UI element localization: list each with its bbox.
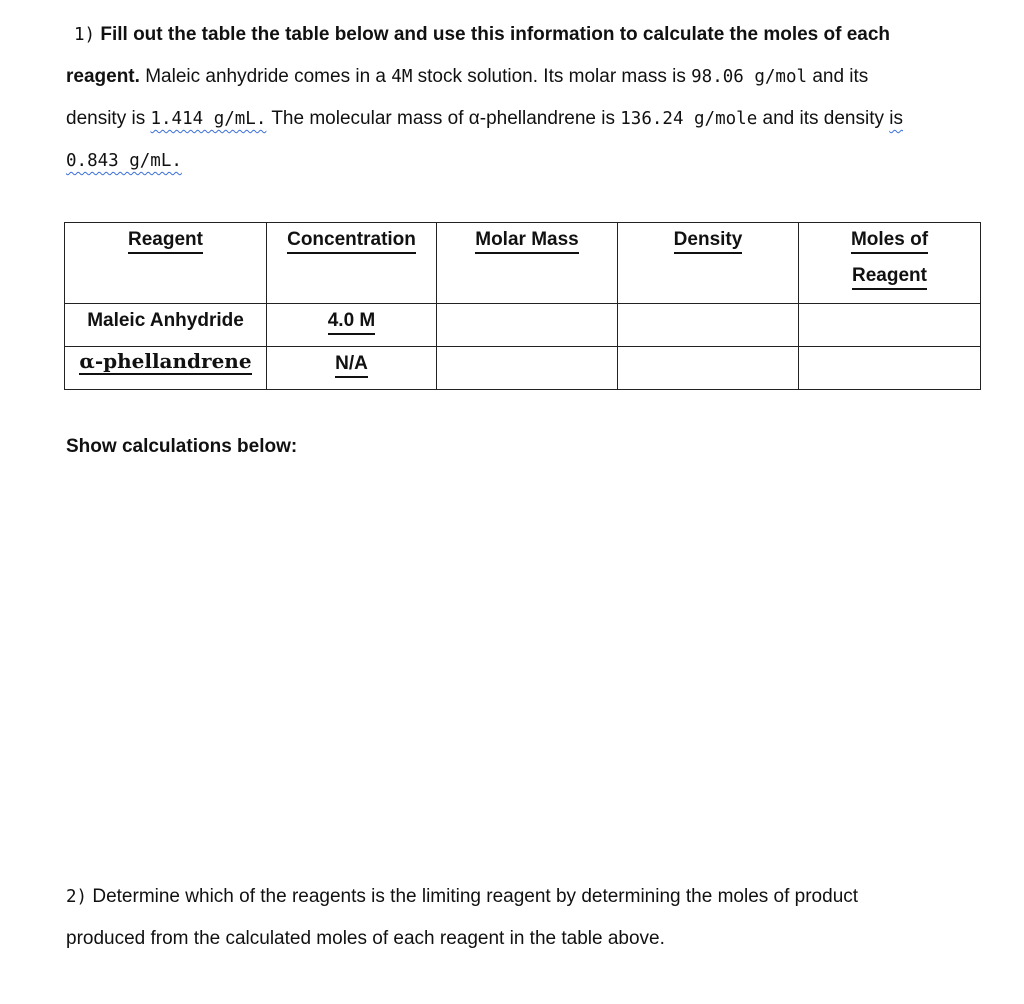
phellandrene-molar-mass: 136.24 g/mole <box>620 109 758 129</box>
header-molar-mass-label: Molar Mass <box>475 229 578 254</box>
header-moles-label-2: Reagent <box>852 265 927 290</box>
question-2-line-1 <box>66 876 966 918</box>
header-molar-mass <box>437 223 618 304</box>
text-fragment: is <box>889 108 903 129</box>
table-row <box>65 304 981 347</box>
text-fragment: stock solution. Its molar mass is <box>417 66 686 87</box>
header-concentration <box>267 223 437 304</box>
cell-reagent <box>65 304 267 347</box>
question-1-line-3 <box>66 98 966 140</box>
reagent-table <box>64 222 981 390</box>
header-concentration-label: Concentration <box>287 229 416 254</box>
question-2-text-cont: produced from the calculated moles of each reagent in the table above. <box>66 928 665 949</box>
concentration-value: 4.0 M <box>328 310 376 335</box>
cell-molar-mass[interactable] <box>437 347 618 390</box>
header-density-label: Density <box>674 229 743 254</box>
cell-molar-mass[interactable] <box>437 304 618 347</box>
question-2-line-2 <box>66 918 966 959</box>
cell-concentration <box>267 347 437 390</box>
reagent-name: Maleic Anhydride <box>87 310 244 331</box>
question-1-number: 1) <box>74 25 96 45</box>
show-calculations-label: Show calculations below: <box>66 436 298 457</box>
maleic-molar-mass: 98.06 g/mol <box>691 67 808 87</box>
question-2 <box>66 876 966 959</box>
header-density <box>618 223 799 304</box>
question-1-instruction: Fill out the table the table below and use this information to calculate the moles of each <box>100 24 891 45</box>
header-reagent-label: Reagent <box>128 229 203 254</box>
question-1-line-4 <box>66 140 966 182</box>
cell-moles[interactable] <box>799 304 981 347</box>
stock-concentration: 4M <box>391 67 413 87</box>
cell-reagent <box>65 347 267 390</box>
question-1-instruction-cont: reagent. <box>66 66 140 87</box>
cell-moles[interactable] <box>799 347 981 390</box>
question-1-line-2 <box>66 56 966 98</box>
question-2-number: 2) <box>66 887 88 907</box>
maleic-density: 1.414 g/mL. <box>150 109 267 129</box>
header-moles <box>799 223 981 304</box>
table-row <box>65 347 981 390</box>
question-2-text: Determine which of the reagents is the limiting reagent by determining the moles of product <box>92 886 859 907</box>
header-reagent <box>65 223 267 304</box>
cell-density[interactable] <box>618 304 799 347</box>
question-1-line-1 <box>66 14 966 56</box>
text-fragment: density is <box>66 108 146 129</box>
phellandrene-density: 0.843 g/mL. <box>66 151 182 171</box>
cell-concentration <box>267 304 437 347</box>
text-fragment: The molecular mass of α-phellandrene is <box>271 108 615 129</box>
text-fragment: and its density <box>762 108 884 129</box>
text-fragment: and its <box>812 66 869 87</box>
header-moles-label-1: Moles of <box>851 229 928 254</box>
reagent-name: α-phellandrene <box>79 349 252 373</box>
text-fragment: Maleic anhydride comes in a <box>145 66 386 87</box>
question-1 <box>66 14 966 182</box>
cell-density[interactable] <box>618 347 799 390</box>
table-header-row <box>65 223 981 304</box>
concentration-value: N/A <box>335 353 368 378</box>
